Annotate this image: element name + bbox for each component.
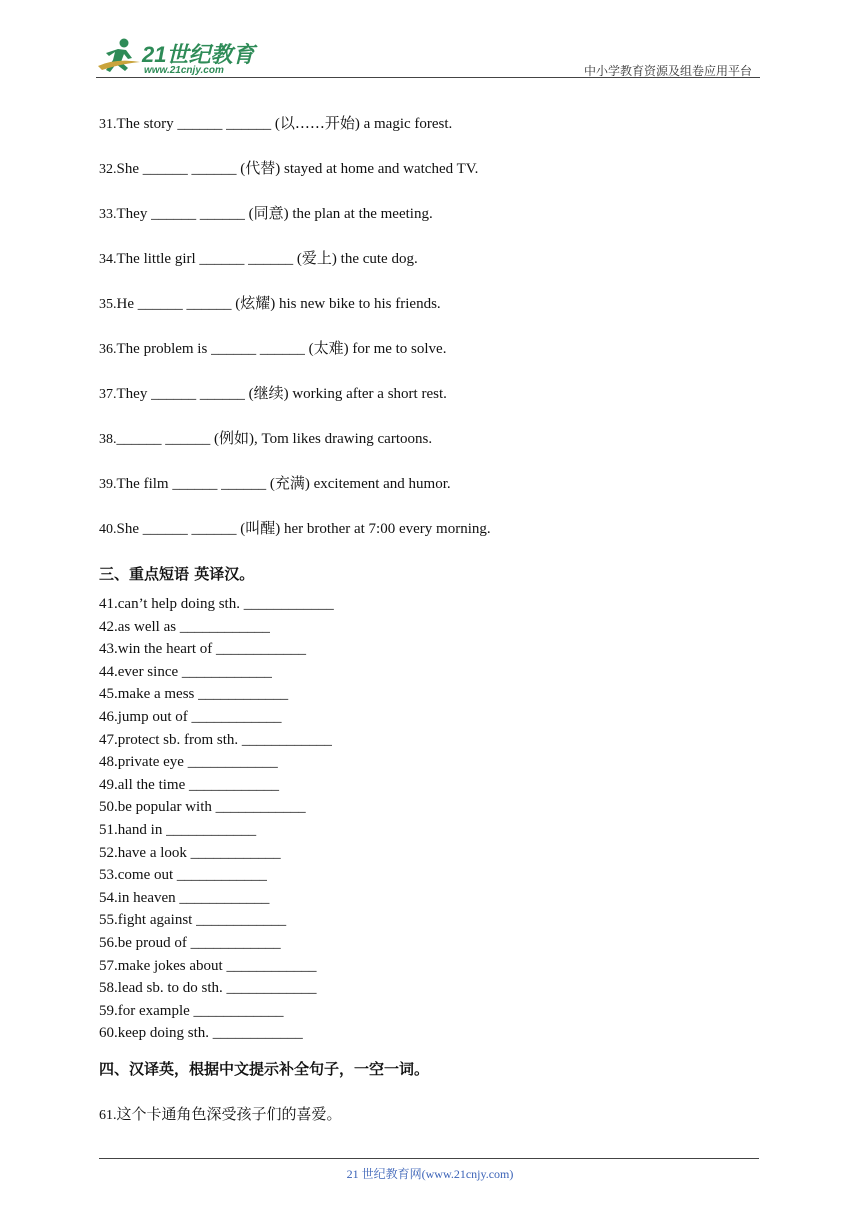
question-number: 38. (99, 432, 117, 447)
platform-tagline: 中小学教育资源及组卷应用平台 (583, 64, 752, 78)
question-row (99, 427, 432, 448)
phrase-item: 50.be popular with ____________ (99, 799, 306, 816)
question-row (99, 112, 452, 133)
logo-text: 21世纪教育 (142, 42, 255, 67)
question-text-after: ) a magic forest. (354, 116, 453, 132)
question-number: 34. (99, 252, 117, 267)
question-row (99, 292, 441, 313)
phrase-item: 51.hand in ____________ (99, 822, 257, 838)
question-text-before: The film ______ ______ ( (116, 476, 275, 492)
chinese-hint: 以……开始 (279, 114, 355, 132)
question-text-before: ______ ______ ( (116, 431, 219, 447)
chinese-hint: 太难 (313, 339, 344, 357)
question-text-before: The story ______ ______ ( (116, 116, 280, 132)
question-number: 61. (99, 1108, 117, 1123)
question-text-after: ) for me to solve. (343, 341, 447, 357)
phrase-item: 54.in heaven ____________ (99, 889, 270, 906)
chinese-hint: 叫醒 (245, 519, 276, 537)
question-text-after: ) her brother at 7:00 every morning. (275, 521, 491, 537)
question-text-before: The problem is ______ ______ ( (116, 341, 314, 357)
question-number: 35. (99, 297, 117, 312)
question-text-after: ) stayed at home and watched TV. (275, 161, 479, 177)
phrase-item: 56.be proud of ____________ (99, 935, 281, 951)
question-text-before: She ______ ______ ( (116, 521, 246, 537)
question-text-before: They ______ ______ ( (116, 386, 254, 402)
question-text-before: The little girl ______ ______ ( (116, 251, 302, 267)
phrase-item: 46.jump out of ____________ (99, 709, 282, 725)
page-footer: 21 世纪教育网(www.21cnjy.com) (346, 1167, 514, 1181)
phrase-item: 44.ever since ____________ (99, 663, 272, 680)
site-logo (96, 36, 266, 80)
question-row (99, 517, 491, 538)
section-3-title: 三、重点短语 英译汉。 (99, 565, 255, 583)
phrase-item: 60.keep doing sth. ____________ (99, 1025, 303, 1042)
phrase-item: 42.as well as ____________ (99, 618, 270, 635)
phrase-item: 59.for example ____________ (99, 1002, 284, 1019)
question-number: 37. (99, 387, 117, 402)
phrase-item: 48.private eye ____________ (99, 754, 278, 771)
question-row (99, 382, 447, 403)
question-number: 31. (99, 117, 117, 132)
question-text-after: ) excitement and humor. (304, 476, 451, 492)
question-text-after: ), Tom likes drawing cartoons. (249, 431, 433, 447)
phrase-item: 55.fight against ____________ (99, 912, 287, 929)
question-row (99, 337, 446, 358)
chinese-hint: 例如 (219, 429, 250, 447)
question-61 (99, 1103, 342, 1124)
header-divider (96, 77, 760, 78)
question-text-after: ) the cute dog. (331, 251, 418, 267)
phrase-item: 47.protect sb. from sth. ____________ (99, 731, 332, 748)
question-text-after: ) the plan at the meeting. (283, 206, 433, 222)
page-header (96, 30, 760, 78)
phrase-item: 45.make a mess ____________ (99, 686, 289, 703)
question-text-before: He ______ ______ ( (116, 296, 241, 312)
phrase-item: 41.can’t help doing sth. ____________ (99, 596, 334, 612)
question-number: 32. (99, 162, 117, 177)
chinese-hint: 充满 (274, 474, 305, 492)
chinese-hint: 同意 (253, 204, 284, 222)
phrase-item: 52.have a look ____________ (99, 844, 281, 861)
question-row (99, 157, 478, 178)
phrase-item: 43.win the heart of ____________ (99, 641, 307, 658)
question-row (99, 472, 451, 493)
question-text-before: She ______ ______ ( (116, 161, 246, 177)
question-number: 33. (99, 207, 117, 222)
question-row (99, 202, 433, 223)
phrase-item: 49.all the time ____________ (99, 776, 279, 793)
question-text-before: They ______ ______ ( (116, 206, 254, 222)
question-text-after: ) his new bike to his friends. (270, 296, 441, 312)
chinese-hint: 炫耀 (240, 294, 271, 312)
runner-logo-icon (96, 36, 142, 76)
chinese-hint: 爱上 (301, 249, 332, 267)
question-number: 36. (99, 342, 117, 357)
question-number: 40. (99, 522, 117, 537)
footer-divider (99, 1158, 759, 1159)
phrase-item: 57.make jokes about ____________ (99, 957, 317, 974)
section-4-title: 四、汉译英，根据中文提示补全句子，一空一词。 (99, 1060, 430, 1078)
question-text-after: ) working after a short rest. (283, 386, 447, 402)
question-row (99, 247, 418, 268)
question-text: 这个卡通角色深受孩子们的喜爱。 (116, 1105, 342, 1123)
phrase-item: 58.lead sb. to do sth. ____________ (99, 980, 317, 997)
chinese-hint: 代替 (245, 159, 276, 177)
chinese-hint: 继续 (253, 384, 284, 402)
phrase-item: 53.come out ____________ (99, 867, 267, 884)
logo-url: www.21cnjy.com (144, 65, 224, 76)
question-number: 39. (99, 477, 117, 492)
